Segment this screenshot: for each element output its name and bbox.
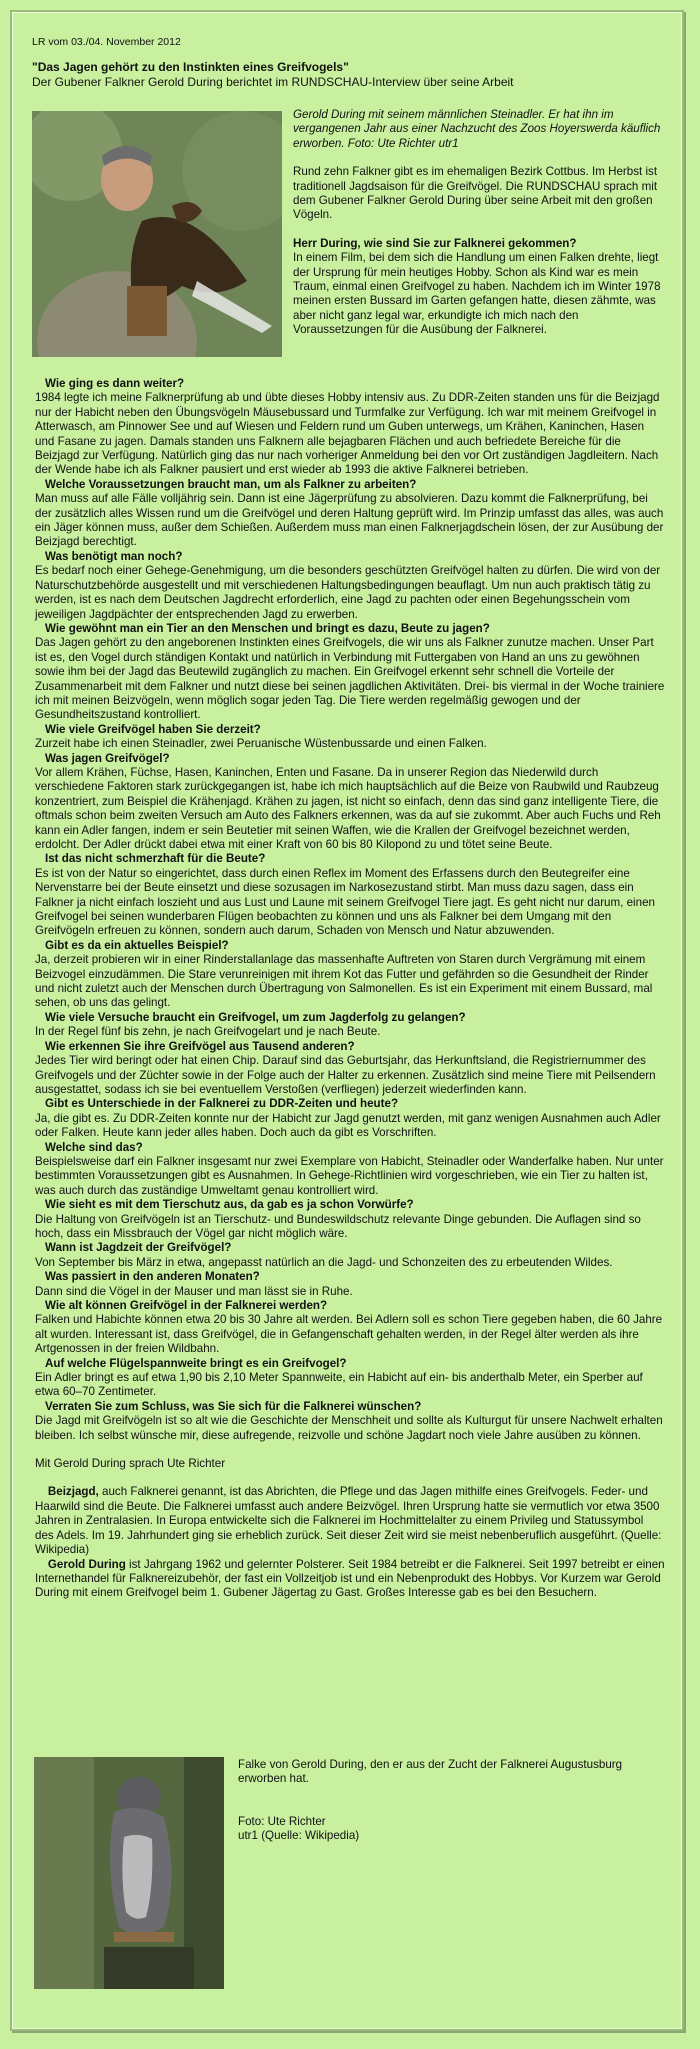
photo-credit-2: utr1 (Quelle: Wikipedia) xyxy=(238,1829,360,1843)
interview-body xyxy=(35,377,665,1601)
answer: Falken und Habichte können etwa 20 bis 30 Jahre alt werden. Bei Adlern soll es schon Tiere gegeben haben, die 60 Jahre alt wurden. Interessant ist, dass Greifvögel, die in Gefangenschaft gehalten werden, in der Regel älter werden als ihre Artgenossen in der freien Wildbahn. xyxy=(35,1313,663,1356)
lead-paragraph: Rund zehn Falkner gibt es im ehemaligen Bezirk Cottbus. Im Herbst ist traditionell Jagdsaison für die Greifvögel. Die RUNDSCHAU sprach mit dem Gubener Falkner Gerold During über seine Arbeit mit den großen Vögeln. xyxy=(293,165,658,222)
question: Wann ist Jagdzeit der Greifvögel? xyxy=(45,1241,232,1255)
question: Ist das nicht schmerzhaft für die Beute? xyxy=(45,852,266,866)
question: Wie ging es dann weiter? xyxy=(45,377,185,390)
info-beizjagd-term: Beizjagd, xyxy=(47,1485,99,1499)
answer: 1984 legte ich meine Falknerprüfung ab und übte dieses Hobby intensiv aus. Zu DDR-Zeiten standen uns für die Beizjagd nur der Habicht neben den Übungsvögeln Mäusebussard und Turmfalke zur Verfügung. Ich war mit meinem Greifvogel in Atterwasch, am Pinnower See und auf Wiesen und Feldern rund um Guben unterwegs, um Krähen, Kaninchen, Hasen und Fasane zu jagen. Damals standen uns Falknern alle bejagbaren Flächen und auch befriedete Bereiche für die Beizjagd zur Verfügung. Natürlich ging das nur nach vorheriger Anmeldung bei den vor Ort zuständigen Jagdleitern. Nach der Wende habe ich als Falkner pausiert und erst wieder ab 1993 die aktive Falknerei betrieben. xyxy=(35,391,660,477)
answer: In der Regel fünf bis zehn, je nach Greifvogelart und je nach Beute. xyxy=(35,1025,381,1039)
photo-caption-2-text: Falke von Gerold During, den er aus der Zucht der Falknerei Augustusburg erworben hat. xyxy=(238,1758,623,1786)
question: Was passiert in den anderen Monaten? xyxy=(45,1270,260,1284)
question: Auf welche Flügelspannweite bringt es ein Greifvogel? xyxy=(45,1356,347,1370)
question: Welche Voraussetzungen braucht man, um als Falkner zu arbeiten? xyxy=(45,477,417,491)
question: Welche sind das? xyxy=(45,1140,143,1154)
question: Was benötigt man noch? xyxy=(45,549,183,563)
info-beizjagd xyxy=(35,1485,665,1557)
intro-column xyxy=(293,108,665,338)
answer: Von September bis März in etwa, angepasst natürlich an die Jagd- und Schonzeiten des zu erbeutenden Wildes. xyxy=(35,1255,613,1269)
photo-caption-1: Gerold During mit seinem männlichen Steinadler. Er hat ihn im vergangenen Jahr aus einer Nachzucht des Zoos Hoyerswerda käuflich erworben. Foto: Ute Richter utr1 xyxy=(293,108,661,150)
question: Wie gewöhnt man ein Tier an den Menschen und bringt es dazu, Beute zu jagen? xyxy=(45,621,490,635)
info-during-term: Gerold During xyxy=(47,1557,126,1571)
headline-title: "Das Jagen gehört zu den Instinkten eines Greifvogels" xyxy=(32,60,349,74)
answer: Vor allem Krähen, Füchse, Hasen, Kaninchen, Enten und Fasane. Da in unserer Region das Niederwild durch verschiedene Faktoren stark zurückgegangen ist, habe ich mich hauptsächlich auf die Beize von Raubwild und Raubzeug konzentriert, zum Beispiel die Krähenjagd. Krähen zu jagen, ist nicht so einfach, denn das sind ganz intelligente Tiere, die oftmals schon beim zweiten Versuch am Auto des Falkners erkennen, was da auf sie zukommt. Aber auch Fuchs und Reh kann ein Adler fangen, indem er sein Beutetier mit seinen Waffen, wie die Krallen der Greifvogel bezeichnet werden, erdolcht. Der Adler drückt dabei etwa mit einer Kraft von 60 bis 80 Kilopond zu und tötet seine Beute. xyxy=(35,765,661,851)
question: Gibt es da ein aktuelles Beispiel? xyxy=(45,938,229,952)
answer: Die Jagd mit Greifvögeln ist so alt wie die Geschichte der Menschheit und sollte als Kulturgut für unsere Nachwelt erhalten bleiben. Ich selbst wünsche mir, diese aufregende, reizvolle und schöne Jagdart noch viele Jahre ausüben zu können. xyxy=(35,1414,663,1442)
answer: Ja, derzeit probieren wir in einer Rinderstallanlage das massenhafte Auftreten von Staren durch Vergrämung mit einem Beizvogel einzudämmen. Die Stare verunreinigen mit ihrem Kot das Futter und gefährden so die Gesundheit der Rinder und nicht zuletzt auch der Menschen durch Übertragung von Salmonellen. Es ist ein Experiment mit einem Bussard, mal sehen, ob uns das gelingt. xyxy=(35,953,653,1010)
answer: Es bedarf noch einer Gehege-Genehmigung, um die besonders geschützten Greifvögel halten zu dürfen. Die wird von der Naturschutzbehörde ausgestellt und mit verschiedenen Haltungsbedingungen beauflagt. Um nun auch praktisch tätig zu werden, ist es nach dem Deutschen Jagdrecht erforderlich, eine Jagd zu pachten oder einen Begehungsschein vom jeweiligen Jagdpächter der entsprechenden Jagd zu erwerben. xyxy=(35,564,661,621)
answer: Dann sind die Vögel in der Mauser und man lässt sie in Ruhe. xyxy=(35,1284,353,1298)
photo-credit-1: Foto: Ute Richter xyxy=(238,1814,326,1828)
issue-date: LR vom 03./04. November 2012 xyxy=(32,36,181,48)
answer: Ein Adler bringt es auf etwa 1,90 bis 2,10 Meter Spannweite, ein Habicht auf ein- bis anderthalb Meter, ein Sperber auf etwa 60–70 Zentimeter. xyxy=(35,1371,643,1399)
info-during xyxy=(35,1558,665,1601)
question-1: Herr During, wie sind Sie zur Falknerei gekommen? xyxy=(293,236,577,250)
photo-caption-2 xyxy=(238,1758,658,1844)
question: Gibt es Unterschiede in der Falknerei zu DDR-Zeiten und heute? xyxy=(45,1097,399,1111)
headline xyxy=(32,60,664,90)
answer: Man muss auf alle Fälle volljährig sein. Dann ist eine Jägerprüfung zu absolvieren. Dazu kommt die Falknerprüfung, bei der zusätzlich alles Wissen rund um die Greifvögel und deren Haltung geprüft wird. Im Prinzip umfasst das alles, was auch ein Jäger können muss, außer dem Schießen. Außerdem muss man einen Falknerjagdschein lösen, der zur Ausübung der Beizjagd berechtigt. xyxy=(35,492,664,549)
question: Wie alt können Greifvögel in der Falknerei werden? xyxy=(45,1299,328,1312)
signature: Mit Gerold During sprach Ute Richter xyxy=(35,1457,226,1471)
answer: Es ist von der Natur so eingerichtet, dass durch einen Reflex im Moment des Erfassens durch den Beutegreifer eine Nervenstarre bei der Beute einsetzt und diese sozusagen im Narkosezustand stirbt. Man muss dazu sagen, dass ein Falkner ja nicht einfach loszieht und aus Lust und Laune mit seinem Greifvogel Tiere jagt. Es geht nicht nur darum, einen Greifvogel bei seinen wunderbaren Flügen beobachten zu können und uns als Falkner bei dem Umgang mit den Greifvögeln erfreuen zu können, sondern auch darum, Schaden von Mensch und Natur abzuwenden. xyxy=(35,866,655,938)
question: Was jagen Greifvögel? xyxy=(45,751,170,765)
question: Wie viele Versuche braucht ein Greifvogel, um zum Jagderfolg zu gelangen? xyxy=(45,1010,466,1024)
question: Verraten Sie zum Schluss, was Sie sich für die Falknerei wünschen? xyxy=(45,1399,422,1413)
info-during-text: ist Jahrgang 1962 und gelernter Polsterer. Seit 1984 betreibt er die Falknerei. Seit 1997 betreibt er einen Internethandel für Falknereizubehör, der fast ein Vollzeitjob ist und ein Nebenprodukt des Hobbys. Vor Kurzem war Gerold During mit einem Greifvogel beim 1. Gubener Jägertag zu Gast. Großes Interesse gab es bei den Besuchern. xyxy=(35,1557,665,1600)
photo-falcon-image xyxy=(34,1757,224,1989)
answer-1: In einem Film, bei dem sich die Handlung um einen Falken drehte, liegt der Ursprung für mein heutiges Hobby. Schon als Kind war es mein Traum, einmal einen Greifvogel zu haben. Nachdem ich im Winter 1978 meinen ersten Bussard im Garten gefangen hatte, diesen zähmte, was aber nicht ganz legal war, erkundigte ich mich nach den Voraussetzungen für die Ausübung der Falknerei. xyxy=(293,251,661,337)
answer: Jedes Tier wird beringt oder hat einen Chip. Darauf sind das Geburtsjahr, das Herkunftsland, die Registriernummer des Greifvogels und der Züchter sowie in der Folge auch der Halter zu erkennen. Zusätzlich sind meine Tiere mit Peilsendern ausgestattet, sodass ich sie bei eventuellem Verstoßen (verfliegen) jederzeit wiederfinden kann. xyxy=(35,1054,656,1096)
photo-falconer-eagle xyxy=(32,111,282,357)
answer: Das Jagen gehört zu den angeborenen Instinkten eines Greifvogels, die wir uns als Falkner zunutze machen. Unser Part ist es, den Vogel durch ständigen Kontakt und natürlich in Verbindung mit Futtergaben von Hand an uns zu gewöhnen sowie ihm bei der Jagd das Beutewild zugänglich zu machen. Ein Greifvogel erkennt sehr schnell die Vorteile der Zusammenarbeit mit dem Falkner und nutzt diese bei seinen jagdlichen Aktivitäten. Drei- bis viermal in der Woche trainiere ich mit meinen Beizvögeln, wenn möglich sogar jeden Tag. Die Tiere werden regelmäßig gewogen und der Gesundheitszustand kontrolliert. xyxy=(35,636,665,722)
answer: Zurzeit habe ich einen Steinadler, zwei Peruanische Wüstenbussarde und einen Falken. xyxy=(35,737,487,751)
headline-subtitle: Der Gubener Falkner Gerold During berichtet im RUNDSCHAU-Interview über seine Arbeit xyxy=(32,75,514,89)
question: Wie viele Greifvögel haben Sie derzeit? xyxy=(45,722,261,736)
answer: Beispielsweise darf ein Falkner insgesamt nur zwei Exemplare von Habicht, Steinadler oder Wanderfalke haben. Nur unter bestimmten Voraussetzungen gibt es Ausnahmen. In Gehege-Richtlinien wird vorgeschrieben, wie ein Tier zu halten ist, was auch durch das zuständige Umweltamt genau kontrolliert wird. xyxy=(35,1154,664,1197)
info-beizjagd-text: auch Falknerei genannt, ist das Abrichten, die Pflege und das Jagen mithilfe eines Greifvogels. Feder- und Haarwild sind die Beute. Die Falknerei umfasst auch andere Beizvögel. Ihren Ursprung hatte sie vermutlich vor etwa 3500 Jahren in Zentralasien. In Europa entwickelte sich die Falknerei im Hochmittelalter zu einem Privileg und Statussymbol des Adels. Im 19. Jahrhundert ging sie erheblich zurück. Seit dieser Zeit wird sie meist nebenberuflich ausgeführt. (Quelle: Wikipedia) xyxy=(35,1485,662,1557)
photo-falconer-eagle-image xyxy=(32,111,282,357)
photo-falcon xyxy=(34,1757,224,1989)
answer: Ja, die gibt es. Zu DDR-Zeiten konnte nur der Habicht zur Jagd genutzt werden, mit ganz wenigen Ausnahmen auch Adler oder Falken. Heute kann jeder alles haben. Doch auch da gibt es Vorschriften. xyxy=(35,1111,661,1140)
question: Wie sieht es mit dem Tierschutz aus, da gab es ja schon Vorwürfe? xyxy=(45,1198,414,1212)
question: Wie erkennen Sie ihre Greifvögel aus Tausend anderen? xyxy=(45,1039,355,1053)
answer: Die Haltung von Greifvögeln ist an Tierschutz- und Bundeswildschutz relevante Dinge gebunden. Die Auflagen sind so hoch, dass ein Missbrauch der Vögel gar nicht möglich wäre. xyxy=(35,1212,641,1240)
